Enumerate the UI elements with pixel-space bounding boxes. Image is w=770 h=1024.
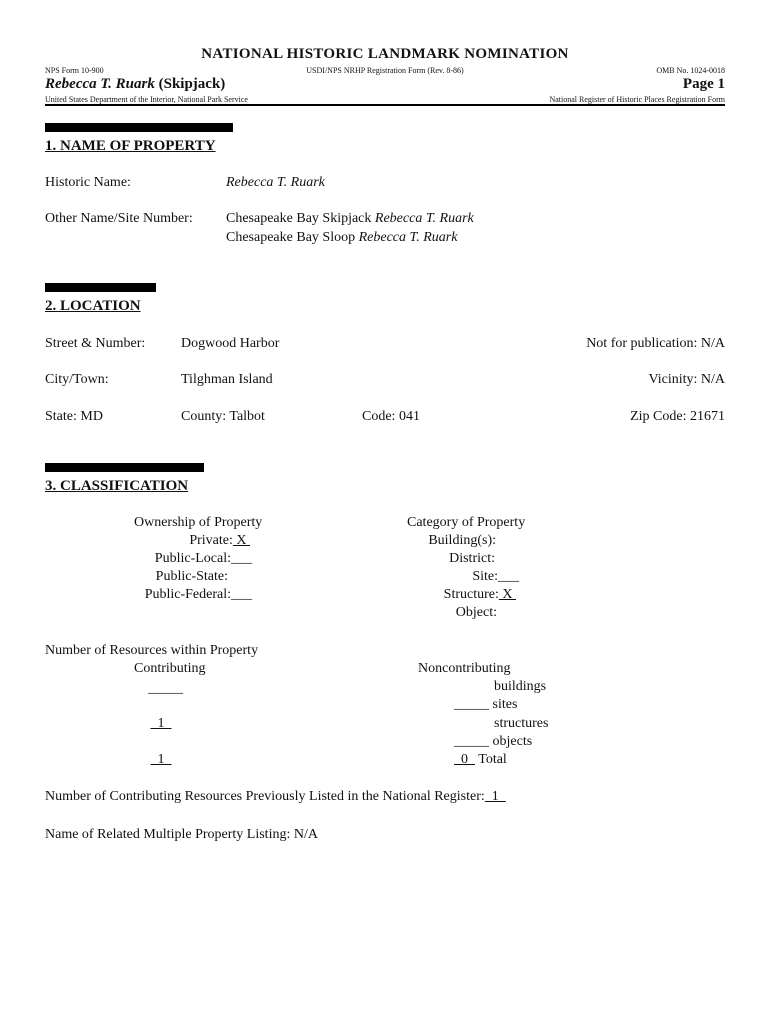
- public-federal-value: ___: [231, 587, 252, 602]
- county: County: Talbot: [181, 409, 265, 424]
- noncontributing-sites: [454, 697, 517, 713]
- category-district: District:: [449, 551, 495, 566]
- other-name-line-1-italic: Rebecca T. Ruark: [374, 211, 474, 226]
- page-number: Page 1: [682, 76, 725, 92]
- public-federal-label: Public-Federal:: [144, 587, 231, 602]
- total-word: Total: [478, 752, 507, 767]
- section-bar-3: [45, 463, 204, 472]
- noncontributing-total: [454, 752, 507, 768]
- public-local-value: ___: [231, 551, 252, 566]
- other-name-line-2-prefix: Chesapeake Bay Sloop: [226, 230, 359, 245]
- objects-word: objects: [492, 734, 533, 749]
- category-buildings: Building(s):: [428, 533, 496, 548]
- site-value: ___: [498, 569, 519, 584]
- street-value: Dogwood Harbor: [181, 336, 280, 351]
- public-state-label: Public-State:: [155, 569, 228, 584]
- historic-name-value: Rebecca T. Ruark: [226, 175, 325, 190]
- ownership-title: Ownership of Property: [134, 515, 263, 530]
- ownership-private: [189, 533, 250, 549]
- noncontributing-header: Noncontributing: [418, 661, 511, 676]
- non-total-value: 0: [454, 752, 475, 767]
- agency-line: United States Department of the Interior, National Park Service: [45, 95, 248, 104]
- property-header-suffix: (Skipjack): [154, 76, 226, 92]
- property-header-name: Rebecca T. Ruark: [45, 76, 155, 92]
- register-line: National Register of Historic Places Registration Form: [549, 95, 725, 104]
- non-sites-blank: _____: [454, 697, 489, 712]
- previously-listed: [45, 789, 506, 805]
- not-for-publication: Not for publication: N/A: [586, 336, 725, 351]
- site-label: Site:: [472, 569, 498, 584]
- zip-code: Zip Code: 21671: [630, 409, 725, 424]
- category-title: Category of Property: [407, 515, 526, 530]
- related-multiple-listing: Name of Related Multiple Property Listing: N/A: [45, 827, 318, 842]
- other-name-label: Other Name/Site Number:: [45, 211, 193, 226]
- previously-listed-label: Number of Contributing Resources Previously Listed in the National Register:: [45, 789, 485, 804]
- section-heading-name: 1. NAME OF PROPERTY: [45, 138, 216, 154]
- resources-title: Number of Resources within Property: [45, 643, 259, 658]
- form-name: USDI/NPS NRHP Registration Form (Rev. 8-86): [306, 66, 464, 75]
- other-name-line-1: [226, 211, 474, 227]
- ownership-public-federal: [145, 587, 252, 603]
- private-value: X: [232, 533, 250, 548]
- city-label: City/Town:: [45, 372, 109, 387]
- section-bar-2: [45, 283, 156, 292]
- contributing-buildings: _____: [148, 681, 183, 696]
- section-heading-location: 2. LOCATION: [45, 298, 141, 314]
- other-name-line-2-italic: Rebecca T. Ruark: [358, 230, 458, 245]
- structure-value: X: [498, 587, 516, 602]
- form-number: NPS Form 10-900: [45, 66, 104, 75]
- category-site: [472, 569, 519, 585]
- contributing-structures: 1: [150, 716, 172, 731]
- category-object: Object:: [455, 605, 497, 620]
- city-value: Tilghman Island: [181, 372, 273, 387]
- historic-name-label: Historic Name:: [45, 175, 131, 190]
- contributing-header: Contributing: [134, 661, 206, 676]
- non-objects-blank: _____: [454, 734, 489, 749]
- property-header: [45, 76, 225, 93]
- section-heading-classification: 3. CLASSIFICATION: [45, 478, 189, 494]
- structures-word: structures: [494, 716, 549, 731]
- form-title: NATIONAL HISTORIC LANDMARK NOMINATION: [201, 46, 569, 62]
- private-label: Private:: [189, 533, 233, 548]
- contributing-total: 1: [150, 752, 172, 767]
- code: Code: 041: [362, 409, 420, 424]
- previously-listed-value: 1: [484, 789, 506, 804]
- noncontributing-objects: [454, 734, 532, 750]
- vicinity: Vicinity: N/A: [648, 372, 725, 387]
- sites-word: sites: [492, 697, 518, 712]
- street-label: Street & Number:: [45, 336, 146, 351]
- public-local-label: Public-Local:: [154, 551, 231, 566]
- other-name-line-2: [226, 230, 457, 246]
- omb-number: OMB No. 1024-0018: [656, 66, 725, 75]
- section-bar-1: [45, 123, 233, 132]
- ownership-public-local: [155, 551, 252, 567]
- buildings-word: buildings: [494, 679, 547, 694]
- state: State: MD: [45, 409, 103, 424]
- structure-label: Structure:: [443, 587, 499, 602]
- category-structure: [444, 587, 516, 603]
- header-rule: [45, 104, 725, 106]
- other-name-line-1-prefix: Chesapeake Bay Skipjack: [226, 211, 375, 226]
